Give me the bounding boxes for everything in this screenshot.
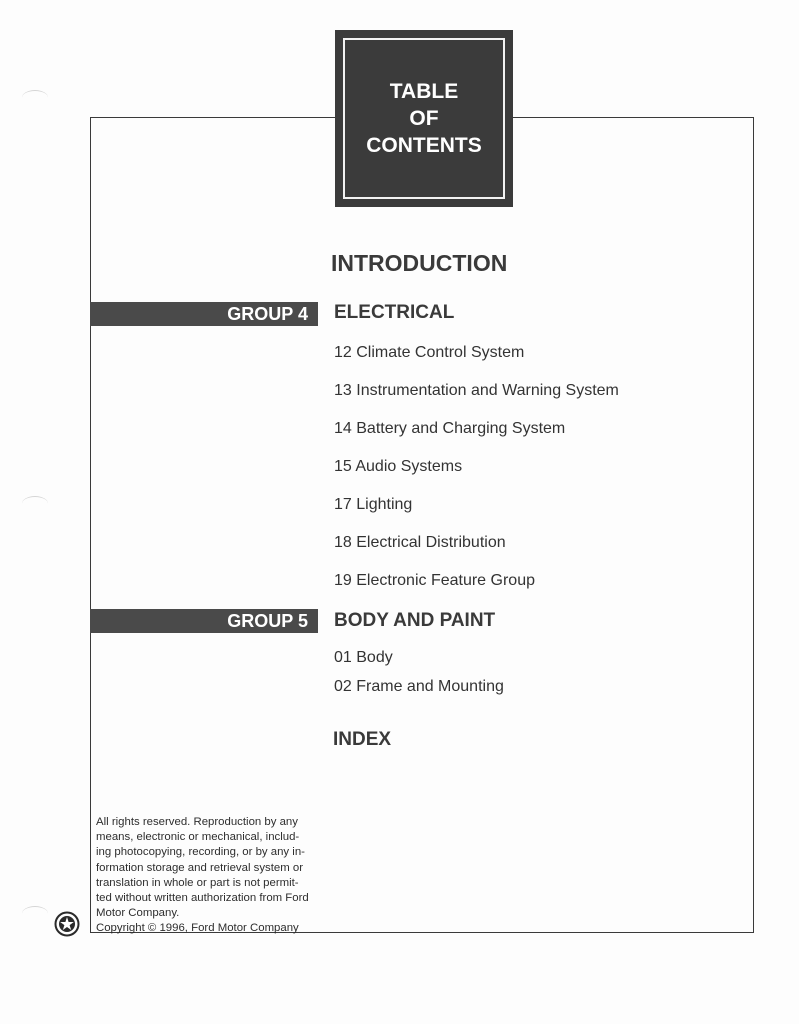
binder-hole-mark (22, 906, 48, 921)
toc-item[interactable]: 12 Climate Control System (334, 344, 525, 361)
toc-title-border (343, 38, 505, 199)
body-and-paint-heading[interactable]: BODY AND PAINT (334, 610, 496, 631)
toc-item[interactable]: 01 Body (334, 649, 393, 666)
toc-title-box (335, 30, 513, 207)
copyright-notice: All rights reserved. Reproduction by any means, electronic or mechanical, includ- ing photocopying, recording, or by any in- formation storage and retrieval system or translation in whole or part is not permit- ted without written authorization from Ford Motor Company. Copyright © 1996, Ford Motor Company (96, 816, 309, 935)
index-heading[interactable]: INDEX (333, 729, 392, 750)
group-4-badge: GROUP 4 (90, 302, 318, 326)
ford-emblem-icon (54, 911, 80, 937)
introduction-heading[interactable]: INTRODUCTION (331, 250, 508, 276)
toc-title: TABLE OF CONTENTS (366, 80, 482, 157)
electrical-heading[interactable]: ELECTRICAL (334, 302, 455, 323)
toc-item[interactable]: 13 Instrumentation and Warning System (334, 382, 619, 399)
toc-item[interactable]: 19 Electronic Feature Group (334, 572, 535, 589)
page-frame (90, 117, 754, 933)
group-5-badge: GROUP 5 (90, 609, 318, 633)
toc-item[interactable]: 15 Audio Systems (334, 458, 463, 475)
toc-item[interactable]: 14 Battery and Charging System (334, 420, 566, 437)
toc-item[interactable]: 17 Lighting (334, 496, 413, 513)
toc-item[interactable]: 02 Frame and Mounting (334, 678, 504, 695)
toc-item[interactable]: 18 Electrical Distribution (334, 534, 506, 551)
binder-hole-mark (22, 496, 48, 511)
binder-hole-mark (22, 90, 48, 105)
